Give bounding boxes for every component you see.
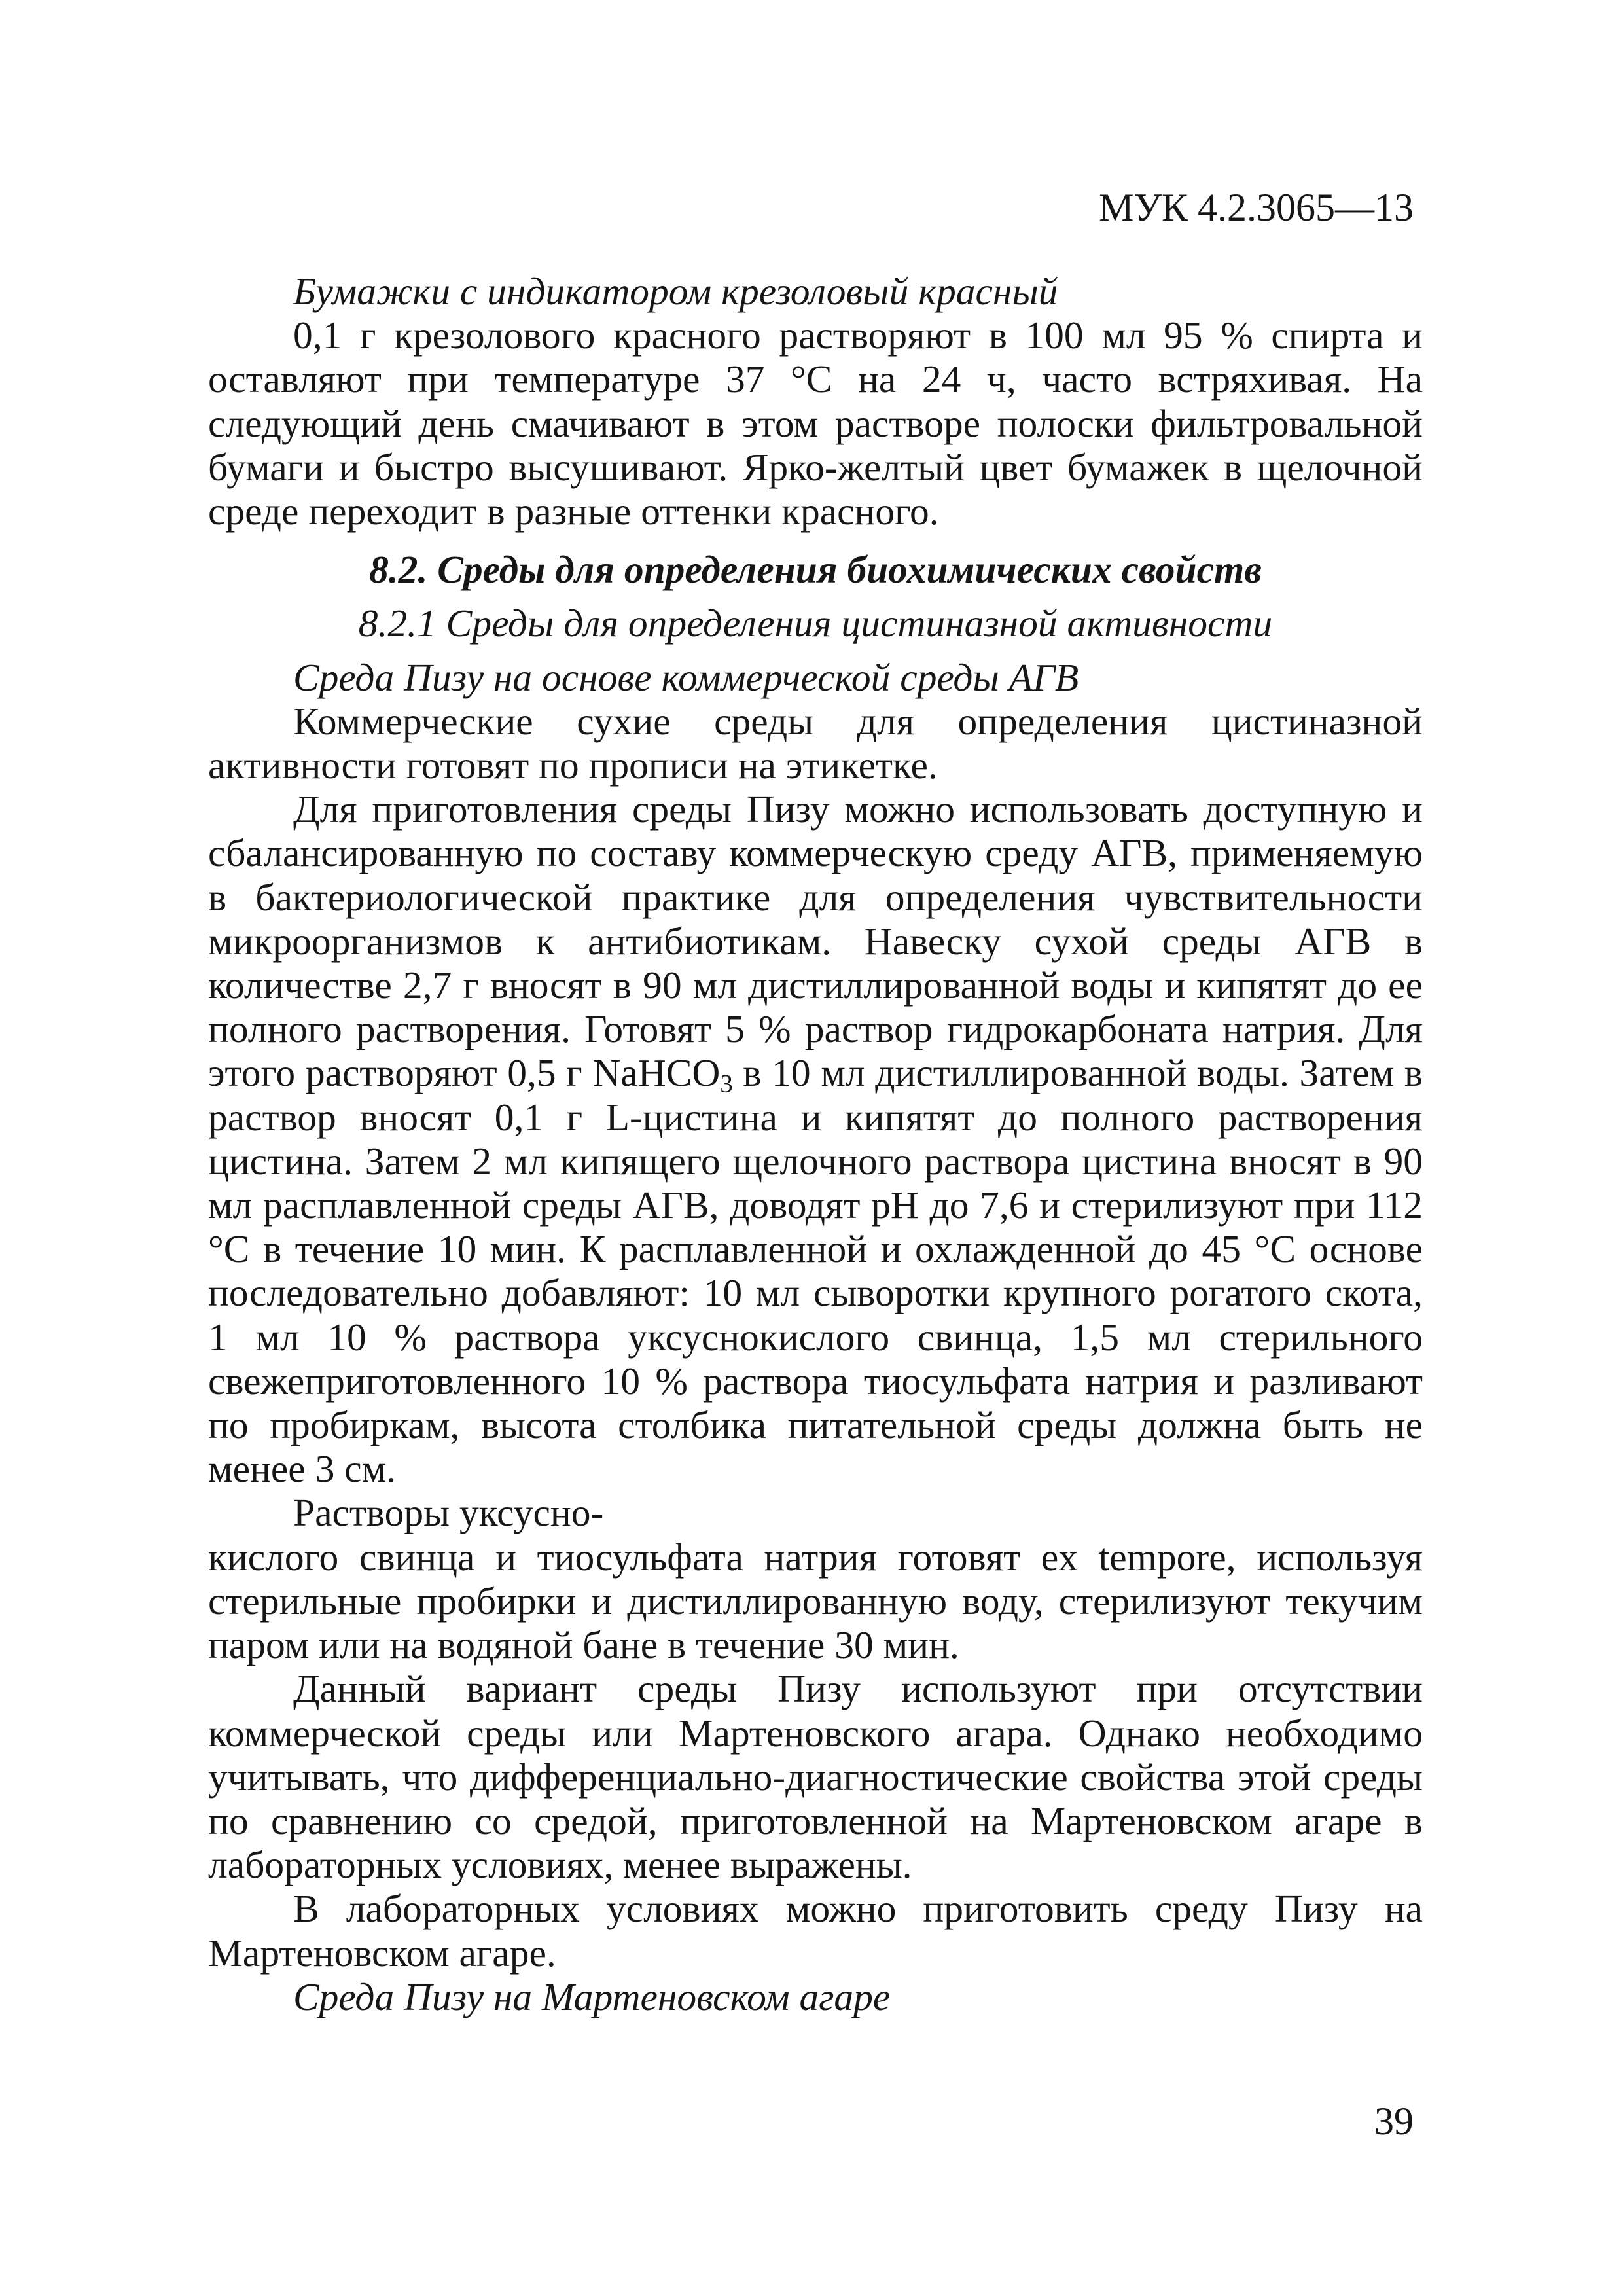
paragraph-preparation (208, 787, 1423, 1491)
section-heading: 8.2. Среды для определения биохимических свойств (369, 548, 1262, 592)
paragraph-solutions-rest: кислого свинца и тиосульфата натрия готовят ex tempore, используя стерильные пробирки и дистиллированную воду, стерилизуют текучим паром или на водяной бане в течение 30 мин. (208, 1535, 1423, 1667)
paragraph-variant-note: Данный вариант среды Пизу используют при отсутствии коммерческой среды или Мартеновского агара. Однако необходимо учитывать, что дифференциально-диагностические свойства этой среды по сравнению со средой, приготовленной на Мартеновском агаре в лабораторных условиях, менее выражены. (208, 1667, 1423, 1887)
paragraph-lab-conditions: В лабораторных условиях можно приготовить среду Пизу на Мартеновском агаре. (208, 1887, 1423, 1975)
paragraph-title-pizu-marten: Среда Пизу на Мартеновском агаре (293, 1975, 891, 2018)
paragraph-title-indicator-papers: Бумажки с индикатором крезоловый красный (293, 270, 1058, 313)
subsection-heading: 8.2.1 Среды для определения цистиназной активности (358, 601, 1273, 645)
paragraph-title-pizu-agv: Среда Пизу на основе коммерческой среды АГВ (293, 655, 1079, 699)
paragraph-commercial-media: Коммерческие сухие среды для определения цистиназной активности готовят по прописи на этикетке. (208, 699, 1423, 787)
document-code-header: МУК 4.2.3065—13 (1099, 186, 1414, 229)
preparation-text-part-a: Для приготовления среды Пизу можно использовать доступную и сбалансированную по составу коммерческую среду АГВ, применяемую в бактериологической практике для определения чувствительности микроорганизмов к антибиотикам. Навеску сухой среды АГВ в количестве 2,7 г вносят в 90 мл дистиллированной воды и кипятят до ее полного растворения. Готовят 5 % раствор гидрокарбоната натрия. Для этого растворяют 0,5 г NaHCO (208, 787, 1423, 1095)
document-body (208, 270, 1423, 2019)
paragraph-indicator-papers: 0,1 г крезолового красного растворяют в 100 мл 95 % спирта и оставляют при температуре 37 °С на 24 ч, часто встряхивая. На следующий день смачивают в этом растворе полоски фильтровальной бумаги и быстро высушивают. Ярко-желтый цвет бумажек в щелочной среде переходит в разные оттенки красного. (208, 314, 1423, 533)
paragraph-solutions-line-1: Растворы уксусно- (293, 1491, 604, 1535)
preparation-text-part-b: в 10 мл дистиллированной воды. Затем в раствор вносят 0,1 г L-цистина и кипятят до полного растворения цистина. Затем 2 мл кипящего щелочного раствора цистина вносят в 90 мл расплавленной среды АГВ, доводят рН до 7,6 и стерилизуют при 112 °С в течение 10 мин. К расплавленной и охлажденной до 45 °С основе последовательно добавляют: 10 мл сыворотки крупного рогатого скота, 1 мл 10 % раствора уксуснокислого свинца, 1,5 мл стерильного свежеприготовленного 10 % раствора тиосульфата натрия и разливают по пробиркам, высота столбика питательной среды должна быть не менее 3 см. (208, 1051, 1423, 1491)
chemical-subscript: 3 (720, 1071, 733, 1099)
page-number: 39 (1374, 2100, 1414, 2143)
